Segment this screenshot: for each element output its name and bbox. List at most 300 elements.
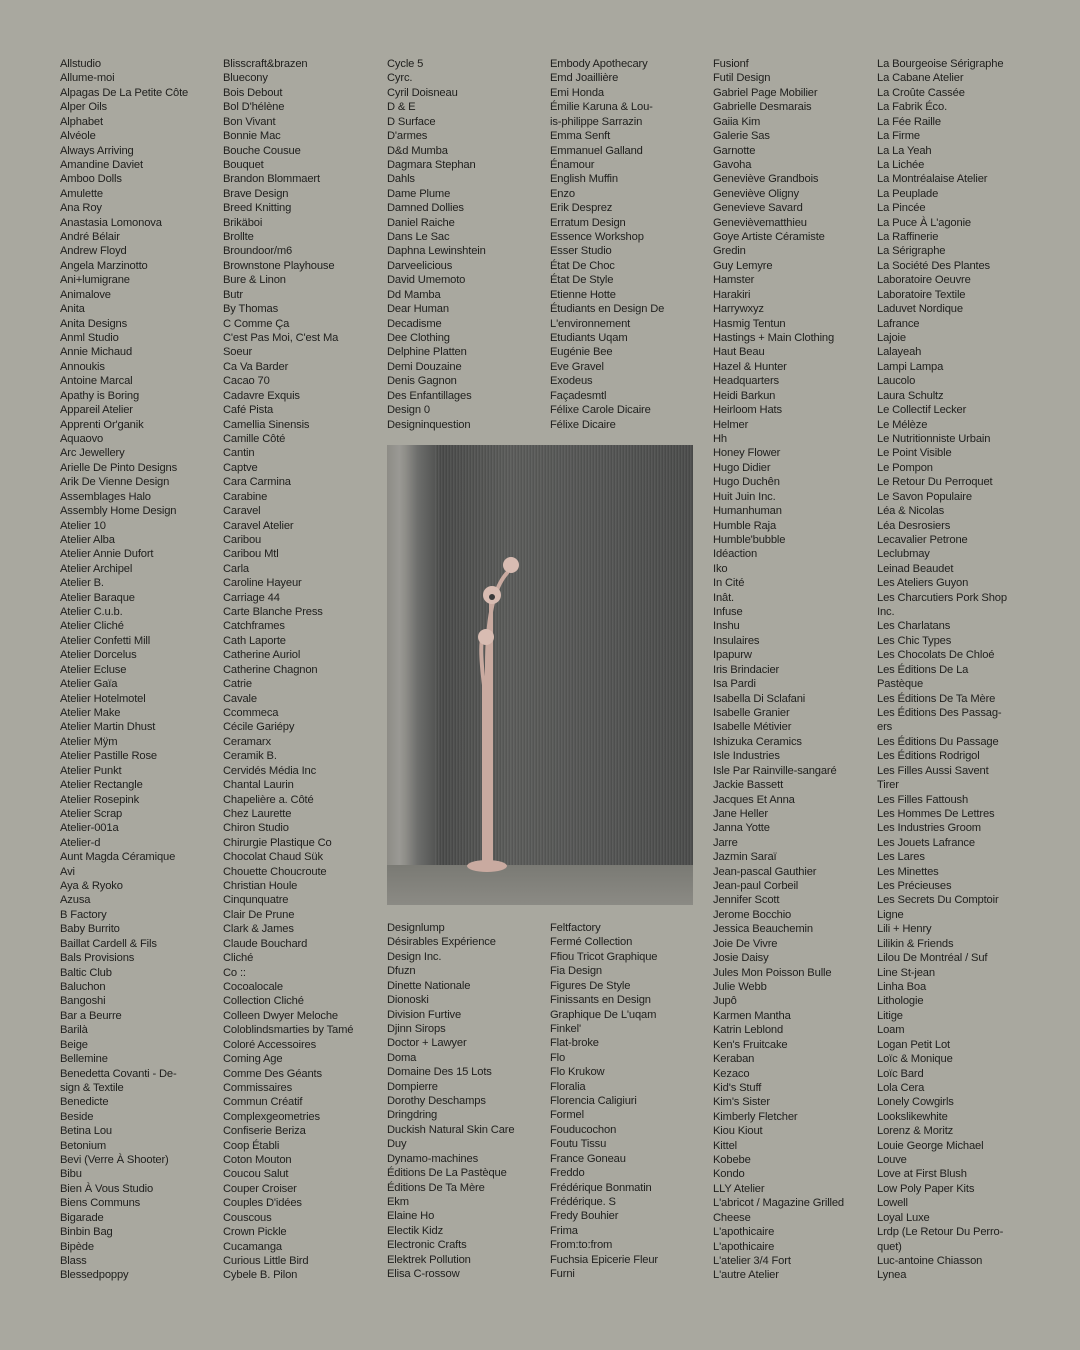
name-item: Hamster [713,274,755,287]
name-item: Designinquestion [387,418,471,431]
name-column-4-bottom [550,921,710,1282]
name-item: Electik Kidz [387,1224,444,1237]
name-item: Annoukis [60,360,105,373]
name-item: Bien À Vous Studio [60,1182,154,1195]
name-item: Ca Va Barder [223,360,289,373]
name-item: Cheese [713,1211,751,1224]
name-item: Geneviève Grandbois [713,173,819,186]
name-item: Collection Cliché [223,995,304,1008]
name-item: Guy Lemyre [713,259,773,272]
name-item: Humanhuman [713,505,782,518]
name-item: Julie Webb [713,981,767,993]
name-item: Ani+lumigrane [60,274,130,287]
name-item: Catchframes [223,620,285,633]
name-item: Coloré Accessoires [223,1038,317,1051]
name-item: Soeur [223,346,253,359]
name-item: Le Savon Populaire [877,490,972,503]
name-item: Le Nutritionniste Urbain [877,432,991,445]
name-item: Alpagas De La Petite Côte [60,86,189,99]
name-item: Lilikin & Friends [877,937,954,950]
name-item: Harrywxyz [713,303,764,316]
name-item: Jerome Bocchio [713,908,792,921]
name-item: Atelier Ecluse [60,663,127,676]
name-item: État De Choc [550,259,615,272]
name-item: Dinette Nationale [387,979,471,992]
name-item: Chirurgie Plastique Co [223,836,332,849]
name-item: L'apothicaire [713,1240,775,1253]
name-item: La Croûte Cassée [877,86,965,99]
name-item: Bure & Linon [223,274,286,287]
name-item: Kobebe [713,1154,751,1167]
name-item: Crown Pickle [223,1226,287,1239]
name-item: Lafrance [877,317,920,330]
name-item: Félixe Dicaire [550,418,616,431]
name-item: Cinqunquatre [223,894,289,907]
name-item: From:to:from [550,1239,613,1252]
name-item: Les Secrets Du Comptoir [877,894,999,907]
name-item: B Factory [60,908,107,921]
name-item: Cyrc. [387,72,413,85]
name-item: Félixe Carole Dicaire [550,404,651,417]
name-item: Atelier 10 [60,519,106,532]
name-item: Allume-moi [60,72,115,85]
name-item: Assembly Home Design [60,505,177,518]
name-item: Fusionf [713,58,749,70]
name-item: Arc Jewellery [60,447,125,460]
name-item: Bevi (Verre À Shooter) [60,1154,169,1167]
name-item: In Cité [713,577,745,590]
name-item: Commissaires [223,1081,293,1094]
name-item: Curious Little Bird [223,1255,309,1268]
name-item: Dringdring [387,1109,438,1122]
name-item: Geneviève Oligny [713,187,799,200]
name-item: Confiserie Beriza [223,1125,306,1138]
name-item: Hugo Duchên [713,476,780,489]
name-item: Atelier Cliché [60,620,124,633]
name-item: Carriage 44 [223,591,280,604]
name-item: Dfuzn [387,965,416,978]
name-item: La Puce À L'agonie [877,216,971,229]
name-item: Lithologie [877,995,924,1008]
name-item: Christian Houle [223,880,298,893]
name-item: Fouducochon [550,1123,617,1136]
name-item: Laura Schultz [877,389,944,402]
name-item: Demi Douzaine [387,360,462,373]
name-item: Appareil Atelier [60,404,133,417]
name-item: Beside [60,1110,94,1123]
name-item: Darveelicious [387,259,453,272]
name-item: Genevieve Savard [713,202,803,215]
name-item: La Peuplade [877,187,939,200]
name-item: Dompierre [387,1080,438,1093]
name-item: Hugo Didier [713,461,771,474]
name-item: Elektrek Pollution [387,1253,471,1266]
name-item: Kondo [713,1168,745,1181]
name-item: Atelier Rectangle [60,779,143,792]
name-item: Lecavalier Petrone [877,533,968,546]
name-item: Bluecony [223,72,268,85]
name-item: Denis Gagnon [387,375,457,388]
name-item: Caroline Hayeur [223,577,302,590]
name-item: Désirables Expérience [387,936,496,949]
name-item: Jessica Beauchemin [713,923,813,936]
name-item: Ken's Fruitcake [713,1038,788,1051]
name-item: Louie George Michael [877,1139,984,1152]
name-item: Anml Studio [60,332,119,345]
name-item: Frédérique. S [550,1196,616,1209]
name-item: Keraban [713,1053,755,1066]
name-item: Blass [60,1255,87,1268]
name-item: Lynea [877,1269,907,1282]
name-item: Brave Design [223,187,289,200]
name-item: Claude Bouchard [223,937,308,950]
name-item: Helmer [713,418,749,431]
name-item: Cervidés Média Inc [223,764,317,777]
name-item: Dahls [387,173,415,186]
name-item: Kiou Kiout [713,1125,763,1138]
name-item: Emi Honda [550,86,604,99]
name-item: Chiron Studio [223,822,289,835]
name-item: Atelier C.u.b. [60,606,123,619]
name-item: Chez Laurette [223,807,292,820]
name-item: Kimberly Fletcher [713,1110,798,1123]
name-item: Lajoie [877,332,906,345]
name-item: La Bourgeoise Sérigraphe [877,58,1004,70]
name-item: Bals Provisions [60,952,135,965]
name-item: Gavoha [713,158,752,171]
name-item: Headquarters [713,375,779,388]
name-item: Le Collectif Lecker [877,404,967,417]
name-item: Dame Plume [387,187,451,200]
name-item: Les Minettes [877,865,939,878]
name-item: Bar a Beurre [60,1009,122,1022]
name-item: L'atelier 3/4 Fort [713,1255,791,1268]
name-item: Emma Senft [550,130,611,143]
name-item: Ceramik B. [223,750,277,763]
name-item: Laboratoire Oeuvre [877,274,971,287]
name-item: L'abricot / Magazine Grilled [713,1197,845,1210]
name-item: Cath Laporte [223,634,286,647]
name-item: Heidi Barkun [713,389,776,402]
name-item: Hh [713,432,728,445]
name-item: Kittel [713,1139,737,1152]
name-item: La Fée Raille [877,115,941,128]
name-item: D Surface [387,115,436,128]
name-item: Janna Yotte [713,822,770,835]
name-item: Couples D'idées [223,1197,302,1210]
name-item: Furni [550,1268,575,1281]
name-item: Atelier Martin Dhust [60,721,156,734]
name-item: Jupô [713,995,737,1008]
name-item: Atelier-001a [60,822,119,835]
name-column-1 [60,57,220,1283]
name-item: Jacques Et Anna [713,793,795,806]
name-item: Cécile Gariépy [223,721,295,734]
name-item: Gaiia Kim [713,115,761,128]
name-item: LLY Atelier [713,1182,765,1195]
name-item: Joie De Vivre [713,937,778,950]
name-item: D'armes [387,130,428,143]
name-item: Amboo Dolls [60,173,122,186]
name-item: Goye Artiste Céramiste [713,231,825,244]
name-item: Carla [223,562,249,575]
name-item: Line St-jean [877,966,935,979]
name-item: Tirer [877,779,899,792]
name-item: Apathy is Boring [60,389,140,402]
name-item: Jules Mon Poisson Bulle [713,966,832,979]
name-item: Le Point Visible [877,447,952,460]
name-item: Caravel [223,505,261,518]
name-item: Caravel Atelier [223,519,294,532]
name-item: Karmen Mantha [713,1009,791,1022]
name-item: Laucolo [877,375,916,388]
name-item: Jackie Bassett [713,779,784,792]
name-item: Embody Apothecary [550,58,648,70]
name-item: Lookslikewhite [877,1110,948,1123]
name-item: Des Enfantillages [387,389,472,402]
name-item: Atelier Dorcelus [60,649,137,662]
name-item: By Thomas [223,303,279,316]
name-item: Benedetta Covanti - De- [60,1067,177,1080]
name-item: Logan Petit Lot [877,1038,951,1051]
name-item: Foutu Tissu [550,1138,607,1151]
name-item: Broundoor/m6 [223,245,293,258]
name-column-6 [877,57,1037,1283]
name-item: Atelier Make [60,706,121,719]
name-item: Always Arriving [60,144,134,157]
name-item: Isabella Di Sclafani [713,692,806,705]
name-item: Le Pompon [877,461,933,474]
floor-lamp-photo [387,445,693,905]
name-item: Dear Human [387,303,449,316]
name-item: Honey Flower [713,447,781,460]
name-item: Luc-antoine Chiasson [877,1255,983,1268]
name-item: Blisscraft&brazen [223,58,308,70]
name-item: La Raffinerie [877,231,939,244]
name-item: Laduvet Nordique [877,303,963,316]
name-item: sign & Textile [60,1081,124,1094]
name-item: Léa & Nicolas [877,505,945,518]
name-item: Captve [223,461,258,474]
name-item: Isle Industries [713,750,780,763]
name-item: Caribou Mtl [223,548,279,561]
name-item: Cavale [223,692,257,705]
name-item: Cacao 70 [223,375,270,388]
name-item: Les Éditions Rodrigol [877,750,980,763]
name-item: Infuse [713,606,743,619]
name-item: Baltic Club [60,966,112,979]
name-item: Flo [550,1051,566,1064]
name-item: Coloblindsmarties by Tamé [223,1024,354,1037]
name-item: Coucou Salut [223,1168,289,1181]
name-item: Lrdp (Le Retour Du Perro- [877,1226,1004,1239]
name-item: Loam [877,1024,905,1037]
name-item: Commun Créatif [223,1096,303,1109]
name-item: Les Hommes De Lettres [877,807,995,820]
name-item: Erratum Design [550,216,626,229]
name-item: Couper Croiser [223,1182,297,1195]
name-item: Jean-paul Corbeil [713,880,799,893]
name-item: La Firme [877,130,920,143]
name-item: Atelier Annie Dufort [60,548,154,561]
name-item: Iris Brindacier [713,663,780,676]
name-item: Les Éditions Du Passage [877,735,999,748]
name-item: Café Pista [223,404,274,417]
name-item: Louve [877,1154,907,1167]
name-item: English Muffin [550,173,618,186]
name-item: Harakiri [713,288,751,301]
name-item: Isabelle Granier [713,706,790,719]
name-item: Cadavre Exquis [223,389,300,402]
name-item: Kim's Sister [713,1096,770,1109]
name-item: La La Yeah [877,144,932,157]
name-item: Josie Daisy [713,952,769,965]
name-item: Les Filles Aussi Savent [877,764,989,777]
name-item: Le Mélèze [877,418,928,431]
name-item: La Pincée [877,202,926,215]
name-item: Enzo [550,187,575,200]
name-item: Decadisme [387,317,442,330]
name-item: Etudiants Uqam [550,332,628,345]
name-item: Finkel' [550,1022,581,1035]
name-item: Flat-broke [550,1037,599,1050]
name-item: Anastasia Lomonova [60,216,162,229]
name-item: Fuchsia Epicerie Fleur [550,1253,658,1266]
name-item: Les Ateliers Guyon [877,577,969,590]
name-item: Amandine Daviet [60,158,143,171]
name-item: Eve Gravel [550,360,604,373]
name-item: La Sérigraphe [877,245,946,258]
name-item: Elaine Ho [387,1210,435,1223]
name-item: Atelier Archipel [60,562,133,575]
name-item: C Comme Ça [223,317,290,330]
name-item: Brandon Blommaert [223,173,320,186]
name-item: Atelier Mÿm [60,735,118,748]
name-item: Graphique De L'uqam [550,1008,657,1021]
name-item: Cybele B. Pilon [223,1269,298,1282]
name-item: Loïc & Monique [877,1053,953,1066]
name-item: Leclubmay [877,548,930,561]
name-item: Carte Blanche Press [223,606,323,619]
name-item: Design 0 [387,404,430,417]
name-column-5 [713,57,873,1283]
name-item: Esser Studio [550,245,612,258]
name-item: Ishizuka Ceramics [713,735,802,748]
name-item: Anita Designs [60,317,128,330]
name-item: Aunt Magda Céramique [60,851,176,864]
name-item: Frima [550,1224,578,1237]
name-item: Division Furtive [387,1008,462,1021]
name-item: Les Éditions De La [877,663,969,676]
name-item: D & E [387,101,416,114]
name-item: ers [877,721,893,734]
name-item: Comme Des Géants [223,1067,322,1080]
name-item: Ceramarx [223,735,271,748]
name-item: Daniel Raiche [387,216,455,229]
name-item: Iko [713,562,728,575]
name-item: Amulette [60,187,103,200]
name-item: Doma [387,1051,417,1064]
name-item: Atelier Confetti Mill [60,634,151,647]
name-item: Ffiou Tricot Graphique [550,950,658,963]
name-item: Formel [550,1109,584,1122]
name-item: Loïc Bard [877,1067,924,1080]
name-item: Assemblages Halo [60,490,151,503]
name-item: Bois Debout [223,86,283,99]
name-column-3-bottom [387,921,547,1282]
name-item: Lampi Lampa [877,360,944,373]
name-column-3-top [387,57,547,432]
name-item: Brikäboi [223,216,263,229]
name-item: Brollte [223,231,254,244]
name-item: Étudiants en Design De [550,303,665,316]
name-item: Design Inc. [387,950,442,963]
name-item: Dd Mamba [387,288,441,301]
name-item: Kid's Stuff [713,1081,762,1094]
name-item: Doctor + Lawyer [387,1037,467,1050]
name-item: Couscous [223,1211,272,1224]
name-item: Colleen Dwyer Meloche [223,1009,338,1022]
name-item: Isabelle Métivier [713,721,792,734]
name-item: is-philippe Sarrazin [550,115,643,128]
name-item: Dynamo-machines [387,1152,479,1165]
name-item: Frédérique Bonmatin [550,1181,652,1194]
name-item: Feltfactory [550,922,601,934]
name-item: Jean-pascal Gauthier [713,865,817,878]
name-item: Atelier Scrap [60,807,123,820]
name-item: Barilà [60,1024,88,1037]
name-item: Bol D'hélène [223,101,285,114]
name-item: Designlump [387,922,445,934]
name-item: Le Retour Du Perroquet [877,476,993,489]
name-item: Dee Clothing [387,332,450,345]
name-item: France Goneau [550,1152,626,1165]
name-item: Alphabet [60,115,103,128]
name-item: Lowell [877,1197,908,1210]
name-item: Bibu [60,1168,82,1181]
name-item: Galerie Sas [713,130,770,143]
name-column-4-top [550,57,710,432]
name-column-2 [223,57,383,1283]
name-item: Pastèque [877,678,924,691]
name-item: Avi [60,865,75,878]
name-item: Beige [60,1038,88,1051]
name-item: Dans Le Sac [387,231,450,244]
name-item: Lilou De Montréal / Suf [877,952,988,965]
name-item: Complexgeometries [223,1110,320,1123]
name-item: Delphine Platten [387,346,467,359]
name-item: Cantin [223,447,255,460]
name-item: Cara Carmina [223,476,291,489]
name-item: Finissants en Design [550,994,651,1007]
name-item: Cyril Doisneau [387,86,458,99]
name-item: Lola Cera [877,1081,925,1094]
name-item: L'apothicaire [713,1226,775,1239]
name-item: Cucamanga [223,1240,282,1253]
name-item: Dionoski [387,994,429,1007]
name-item: Angela Marzinotto [60,259,148,272]
name-item: Caribou [223,533,262,546]
name-item: C'est Pas Moi, C'est Ma [223,332,339,345]
name-item: Énamour [550,158,595,171]
name-item: Eugénie Bee [550,346,613,359]
name-item: Cliché [223,952,254,965]
name-item: Biens Communs [60,1197,141,1210]
name-item: Atelier-d [60,836,101,849]
name-item: Coming Age [223,1053,283,1066]
name-item: D&d Mumba [387,144,448,157]
name-item: Aquaovo [60,432,104,445]
